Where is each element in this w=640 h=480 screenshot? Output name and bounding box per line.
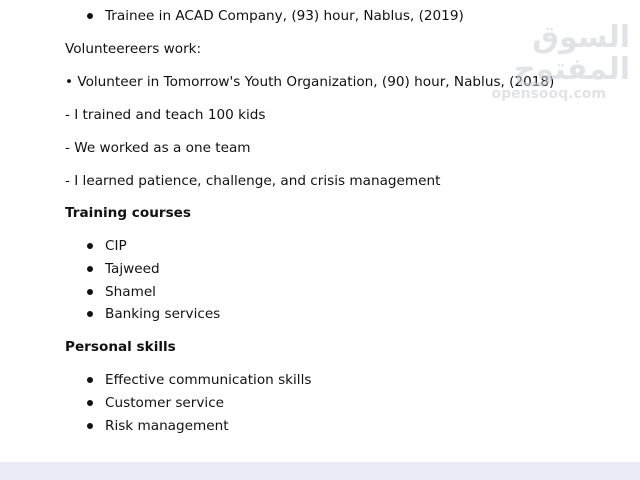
skills-heading: Personal skills xyxy=(65,339,176,355)
bullet-icon xyxy=(87,13,93,19)
list-item-text: Effective communication skills xyxy=(105,372,312,388)
watermark-arabic-text: السوق المفتوح xyxy=(514,20,630,87)
list-item-text: CIP xyxy=(105,238,127,254)
bullet-icon xyxy=(87,377,93,383)
bullet-icon xyxy=(87,423,93,429)
watermark-latin-text: opensooq.com xyxy=(491,86,606,102)
volunteer-point: - We worked as a one team xyxy=(65,140,251,156)
bullet-icon xyxy=(87,400,93,406)
volunteer-heading: Volunteereers work: xyxy=(65,41,202,57)
list-item-text: Risk management xyxy=(105,418,229,434)
bullet-icon xyxy=(87,289,93,295)
bullet-icon xyxy=(87,266,93,272)
bottom-bar xyxy=(0,462,640,480)
list-item-text: Tajweed xyxy=(105,261,160,277)
volunteer-line: • Volunteer in Tomorrow's Youth Organization, (90) hour, Nablus, (2018) xyxy=(65,74,555,90)
training-heading: Training courses xyxy=(65,205,191,221)
volunteer-point: - I learned patience, challenge, and crisis management xyxy=(65,173,441,189)
list-item-text: Trainee in ACAD Company, (93) hour, Nablus, (2019) xyxy=(105,8,464,24)
volunteer-point: - I trained and teach 100 kids xyxy=(65,107,266,123)
bullet-icon xyxy=(87,243,93,249)
list-item-text: Customer service xyxy=(105,395,225,411)
bullet-icon xyxy=(87,311,93,317)
list-item-text: Shamel xyxy=(105,284,156,300)
list-item-text: Banking services xyxy=(105,306,221,322)
